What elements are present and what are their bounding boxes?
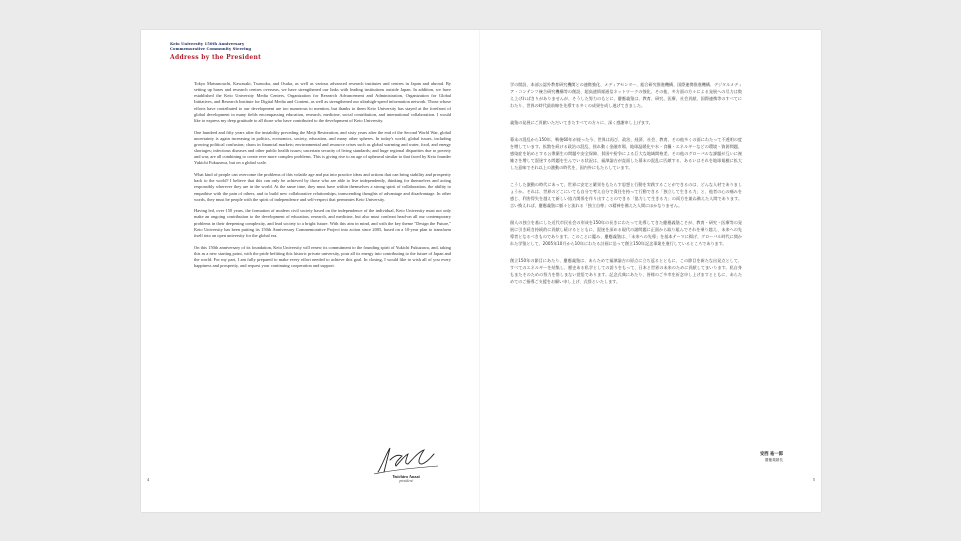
english-paragraph: What kind of people can overcome the problems of this volatile age and put into practice ideas and actions that can bring stability and prosperity back to the world? I believe that this can only be achieved by those who are able to live independently, thinking for themselves and acting responsibly wherever they are in the world. At the same time, they must have within themselves a strong spirit of collaboration, the ability to empathise with the pain of others, and to build new collaborative relationships, transcending thoughts of advantage and disadvantage. In other words, they must be people with the spirit of independence and self-respect that permeates Keio University. — [194, 172, 451, 202]
english-paragraph: Having led, over 150 years, the formation of modern civil society based on the independence of the individual, Keio University must not only make an ongoing contribution to the development of education, research, and medicine, but also must confront head-on all our contemporary problems in their deepening complexity, and lead society to a bright future. With this aim in mind, and with the key theme "Design the Future," Keio University has been putting its 150th Anniversary Commemorative Project into action since 2005, based on a 10-year plan to transform itself into an open university for the global era. — [194, 208, 451, 238]
japanese-paragraph: 創立150年の節目にあたり、慶應義塾は、あらためて福澤諭吉の原点に立ち返るとともに、この節目を新たな出発点として、すべてのエネルギーを結集し、歴史ある私学としての誇りをもって、日本と世界の未来のために貢献してまいります。私自身もまたそのための努力を惜しまない覚悟であります。記念式典にあたり、皆様のご多幸を祈念申し上げますとともに、あらためてのご指導ご支援をお願い申し上げ、式辞といたします。 — [510, 258, 742, 284]
japanese-paragraph: 幕末の混乱から150年、戦後60年が経った今、世界は再び、政治、経済、社会、教育、その他多くの面にわたって不透明の度を増しています。拡散を続ける政治の混乱、揺れ動く金融市場、地球温暖化や水・食糧・エネルギーなどの環境・資源問題、感染症を始めとする公衆衛生の問題や安全保障、貧困や紛争による巨大な地域間格差、その他のグローバルな課題が互いに複雑さを増して混迷する問題を生んでいる状況は、福澤諭吉が直面した幕末の混乱に匹敵する、あるいはそれを地球規模に拡大した意味でそれ以上の激動の時代を、国内外にもたらしています。 — [510, 137, 742, 170]
header-org-line2: Commemorative Community Steering — [170, 46, 252, 51]
page-title: Address by the President — [170, 54, 262, 61]
japanese-paragraph: 学の開設、本部公認外教育研究機関との連携強化、メディアセンター、総合研究推進機構、国際連携推進機構、デジタルメディア・コンテンツ統合研究機構等の創設、超高速情報通信ネットワークの強化、その他、多方面の方々による発展への尽力は数え上げればきりがありませんが、そうした努力のもとに、慶應義塾は、教育、研究、医療、社会貢献、国際連携等のすべてにわたり、世界の時代最前線を先導する多くの成果を成し遂げてきました。 — [510, 82, 742, 108]
english-address — [194, 81, 451, 275]
signature-role: president — [399, 479, 413, 483]
header-org-line1: Keio University 150th Anniversary — [170, 42, 245, 46]
japanese-signature-name: 安西 祐一郎 — [760, 452, 783, 457]
english-paragraph: One hundred and fifty years after the instability preceding the Meiji Restoration, and sixty years after the end of the Second World War, global uncertainty is again increasing in politics, economics, society, education, and many other spheres. In today's world, global issues, including growing political confusion; chaos in financial markets; environmental and resource crises such as global warming and water, food, and energy shortages; infectious diseases and other public health issues; uncertain security of living standards; and huge regional disparities due to poverty and war, are all combining to create ever more complex problems. This is giving rise to an age of upheaval similar to that faced by Keio founder Yukichi Fukuzawa, but on a global scale. — [194, 129, 451, 166]
japanese-paragraph: 個人の独立を基にした近代市民社会の形成を150年の長きにわたって先導してきた慶應義塾こそが、教育・研究・医療等の発展に引き続き持続的に貢献し続けるとともに、混迷を深める現代の諸問題に正面から取り組んでそれを乗り越え、未来への先導者となるべきものであります。このことに鑑み、慶應義塾は、「未来への先導」を基本テーマに掲げ、グローバル時代に開かれた学塾として、2005年10月から10年にわたる計画に沿って創立150年記念事業を進行しているところであります。 — [510, 220, 742, 246]
page-number-left: 4 — [147, 477, 150, 482]
right-page — [480, 30, 821, 512]
header-org — [170, 42, 251, 51]
japanese-paragraph: 義塾の発展にご貢献いただいてきたすべての方々に、深く感謝申し上げます。 — [510, 120, 653, 125]
signature-image — [372, 442, 440, 478]
english-paragraph: Tokyo Matsunouchi, Kawasaki, Tsuruoka, and Osaka, as well as various advanced research institutes and centres in Japan and abroad. By setting up bases and research centres overseas, we have strengthened our links with leading institutions outside Japan. In addition, we have established the Keio University Media Centers, Organization for Research Advancement and Administration, Organization for Global Initiatives, and Research Institute for Digital Media and Content, as well as strengthened our ultrahigh-speed information network. Those whose efforts have contributed to our development are too numerous to mention, but thanks to them Keio University has stayed at the forefront of global development in many fields encompassing education, research, medicine, social contribution, and international collaboration. I would like to express my deep gratitude to all those who have contributed to the development of Keio University. — [194, 81, 451, 123]
left-page — [141, 30, 480, 512]
page-number-right: 5 — [812, 477, 815, 482]
japanese-address — [510, 81, 742, 295]
english-paragraph: On this 150th anniversary of its foundation, Keio University will renew its commitment to the founding spirit of Yukichi Fukuzawa, and, taking this as a new starting point, with the pride befitting this historic private university, pour all its energy into contributing to the future of Japan and the world. For my part, I am fully prepared to make every effort needed to achieve this goal. In closing, I would like to wish all of you every happiness and prosperity, and request your continuing cooperation and support. — [194, 244, 451, 269]
japanese-paragraph: こうした激動の時代にあって、世界に安定と繁栄をもたらす思想と行動を実践することができるのは、どんな人材でありましょうか。それは、世界のどこにいても自分で考え自分で責任を持って行動できる「独立して生きる力」と、他者の心の痛みを感じ、利害得失を越えて新しい協力関係を作り出すことのできる「協力して生きる力」の両方を兼ね備えた人間であります。言い換えれば、慶應義塾に脈々と流れる「独立自尊」の精神を備えた人間にほかなりません。 — [510, 182, 742, 208]
signature-name: Yuichiro Anzai — [392, 474, 420, 479]
japanese-signature-role: 慶應義塾長 — [765, 458, 783, 462]
